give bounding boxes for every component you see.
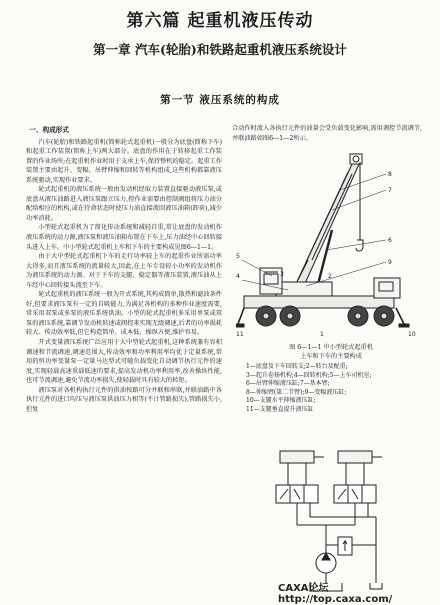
legend-item: 11—支腿垂直提升液压缸 (246, 405, 314, 413)
paragraph-2: 轮式起重机的液压系统一般由发动机经取力装置直接驱动液压泵,或底盘从液压油路进入液压泵跟立压力,控作业需要由控制阀组将压力油分配给相应的机构,或在待命状态时使压力油直接流回液压油箱(卸荷),减少功率消耗。 (26, 186, 222, 222)
driver-cab (374, 278, 400, 298)
svg-text:11: 11 (236, 331, 244, 338)
svg-text:6: 6 (388, 237, 392, 244)
svg-text:9: 9 (388, 259, 392, 266)
legend-item: 8—伸缩臂(第二节臂);9—变幅液压缸; (246, 388, 347, 396)
legend-item: 6—吊臂伸缩液压缸;7—基本臂; (246, 380, 330, 388)
paragraph-4: 由于大中型轮式起重机下车的走行功率较上车的起重作业所需功率大得多,而且液压系统的流量较大,因此,在上车专设较小功率的发动机作为液压系统的动力源。对于下车的支腿、稳定器等液压装置,液压油从上车经中心回转接头流至下车。 (26, 253, 222, 289)
chapter-title: 第一章 汽车(轮胎)和铁路起重机液压系统设计 (93, 42, 347, 57)
figure-caption-line-2: 上车和下车的主要构成 (300, 353, 362, 360)
paragraph-3: 小型轮式起重机为了简化传动系统和减轻自重,常让底盘的发动机作液压系统的动力源,液压泵和液压油箱布置在下车上,压力油经中心回转接头进入上车。中小型轮式起重机上车和下车的主要构成见图6—1—1。 (26, 224, 222, 251)
subsection-heading: 一、构成形式 (29, 126, 69, 134)
outrigger-front (238, 308, 244, 324)
svg-text:10: 10 (408, 331, 416, 338)
legend-item: 10—支腿水平伸缩液压缸; (246, 397, 316, 405)
legend-item: 1—底盘及下车回转支;2—转台及配重; (246, 363, 348, 370)
figure-caption-line-1: 图 6—1—1 中小型轮式起重机 (289, 344, 373, 351)
paragraph-6: 开式变量液压系统广泛应用于大中型轮式起重机,这种系统兼有容积调速和节流调速,调速范围大,传动效率和功率利用率均优于定量系统,常用的恒功率变量泵一定量马达型式可随负载变化自动调节执行元件的速度,实现轻载高速重载低速的要求,提高发动机功率利用率,改善操纵性能,也可节流调速,避免节流功率损失,使轻载时具有较大的转矩。 (26, 339, 222, 385)
svg-text:4: 4 (236, 273, 240, 280)
hydraulic-schematic (266, 447, 386, 597)
figure-legend (246, 363, 426, 415)
svg-text:7: 7 (388, 187, 392, 194)
cylinder-right (338, 451, 372, 463)
paragraph-1: 汽车(轮胎)和铁路起重机(简称轮式起重机)一般分为底盘(简称下车)和起重工作装置(简称上车)两大部分。底盘的作用在于转移起重工作装置的作业场所;在起重机作业时用于支承上车,保持整机的稳定。起重工作装置主要由起升、变幅、吊臂伸缩和回转等机构组成,这些机构都靠液压系统驱动,实现作业要求。 (26, 138, 222, 184)
paragraph-7: 液压泵对各机构执行元件的供油按路可分并联和串联,并联油路中各执行元件的进口均压与液压泵供油压力相等(不计管路损失),管路损失小,但复 (26, 386, 222, 413)
outrigger-rear (396, 308, 404, 324)
hook (356, 240, 363, 251)
legend-item: 3—起升卷扬机构;4—回转机构;5—上车司机室; (246, 371, 372, 379)
left-column-text (26, 126, 222, 596)
site-watermark: CAXA论坛 http://top.caxa.com/ (278, 583, 393, 605)
part-title: 第六篇 起重机液压传动 (126, 11, 314, 31)
paragraph-5: 轮式起重机的液压系统一般为开式系统,其构成简单,散热和滤油条件好,但要求液压泵有一定的自吸能力,为满足各机构的多种作业速度需要,常采用双泵或多泵的液压系统供油。小型的轮式起重机多采用单泵或双泵的液压系统,靠调节发动机转速或阀控来实现无级调速,后者的功率损耗较大、传动效率低,但它构造简单、成本低、操纵方便,维护容易。 (26, 291, 222, 337)
boom-base-section (294, 160, 360, 290)
crane-illustration (236, 150, 426, 340)
svg-text:1: 1 (320, 331, 324, 338)
right-column-text (232, 124, 422, 143)
cylinder-left (280, 451, 314, 463)
svg-text:2: 2 (328, 273, 332, 280)
svg-text:3: 3 (280, 271, 284, 278)
svg-text:5: 5 (236, 253, 240, 260)
svg-text:8: 8 (388, 171, 392, 178)
paragraph-continued: 合动作时流入各执行元件的油量会受负载变化影响,需用调控节流调节,并联油路如图6—1—2所示。 (232, 125, 422, 142)
figure-caption (236, 343, 426, 361)
section-title: 第一节 液压系统的构成 (160, 94, 280, 106)
